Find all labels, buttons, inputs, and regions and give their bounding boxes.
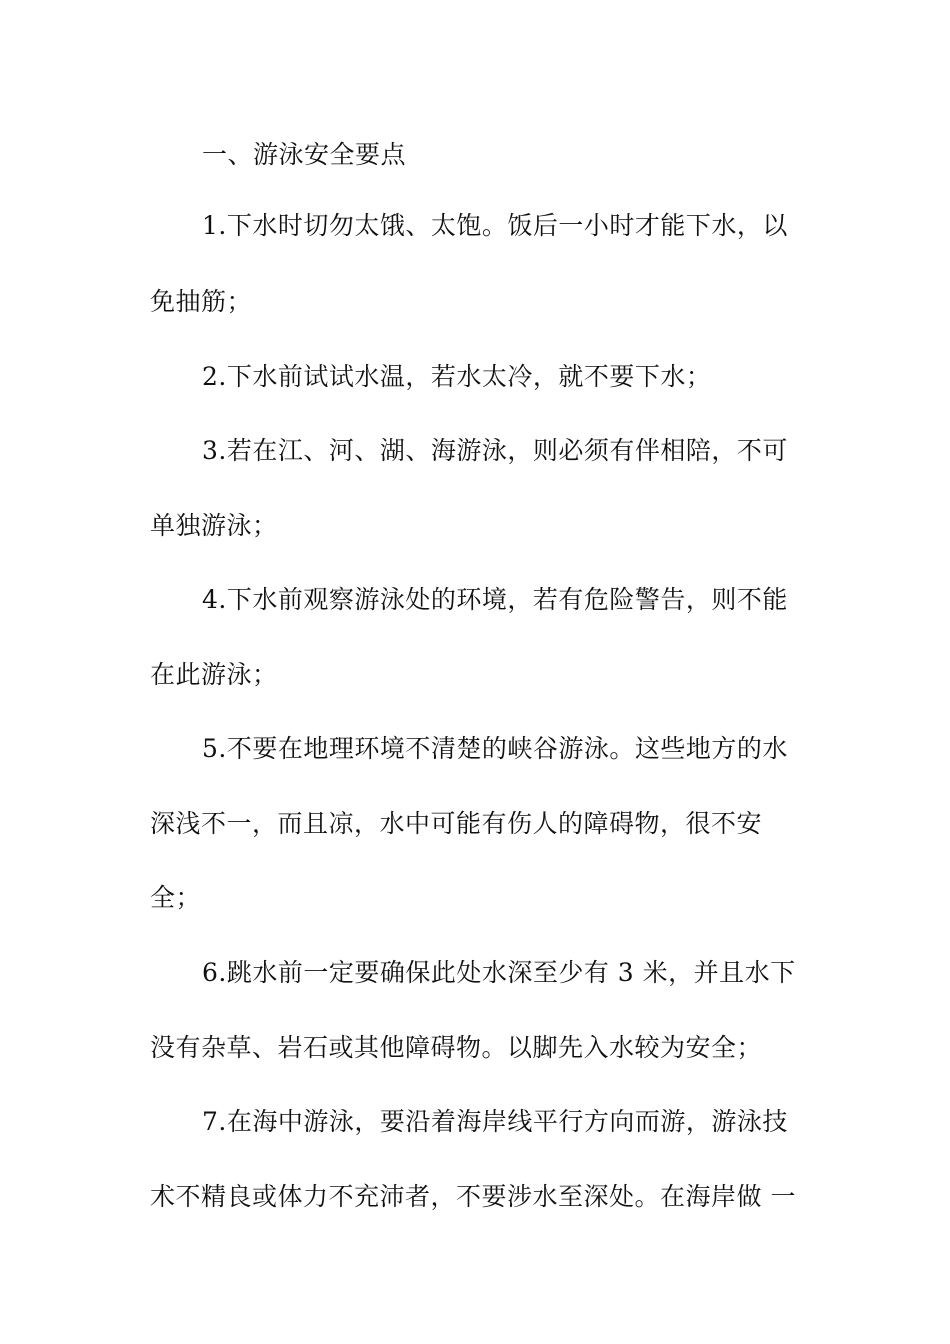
paragraph-line: 没有杂草、岩石或其他障碍物。以脚先入水较为安全； bbox=[150, 1033, 763, 1062]
paragraph-line: 术不精良或体力不充沛者，不要涉水至深处。在海岸做 一 bbox=[150, 1182, 796, 1211]
paragraph-line: 3.若在江、河、湖、海游泳，则必须有伴相陪，不可 bbox=[202, 436, 788, 465]
paragraph-line: 全； bbox=[150, 883, 202, 912]
paragraph-line: 7.在海中游泳，要沿着海岸线平行方向而游，游泳技 bbox=[202, 1107, 788, 1136]
paragraph-line: 在此游泳； bbox=[150, 660, 278, 689]
paragraph-line: 免抽筋； bbox=[150, 287, 253, 316]
paragraph-line: 4.下水前观察游泳处的环境，若有危险警告，则不能 bbox=[202, 585, 788, 614]
section-heading: 一、游泳安全要点 bbox=[202, 140, 407, 169]
paragraph-line: 1.下水时切勿太饿、太饱。饭后一小时才能下水，以 bbox=[202, 211, 788, 240]
paragraph-line: 5.不要在地理环境不清楚的峡谷游泳。这些地方的水 bbox=[202, 734, 788, 763]
paragraph-line: 深浅不一，而且凉，水中可能有伤人的障碍物，很不安 bbox=[150, 809, 763, 838]
paragraph-line: 2.下水前试试水温，若水太冷，就不要下水； bbox=[202, 362, 712, 391]
paragraph-line: 单独游泳； bbox=[150, 511, 278, 540]
paragraph-line: 6.跳水前一定要确保此处水深至少有 3 米，并且水下 bbox=[202, 958, 796, 987]
